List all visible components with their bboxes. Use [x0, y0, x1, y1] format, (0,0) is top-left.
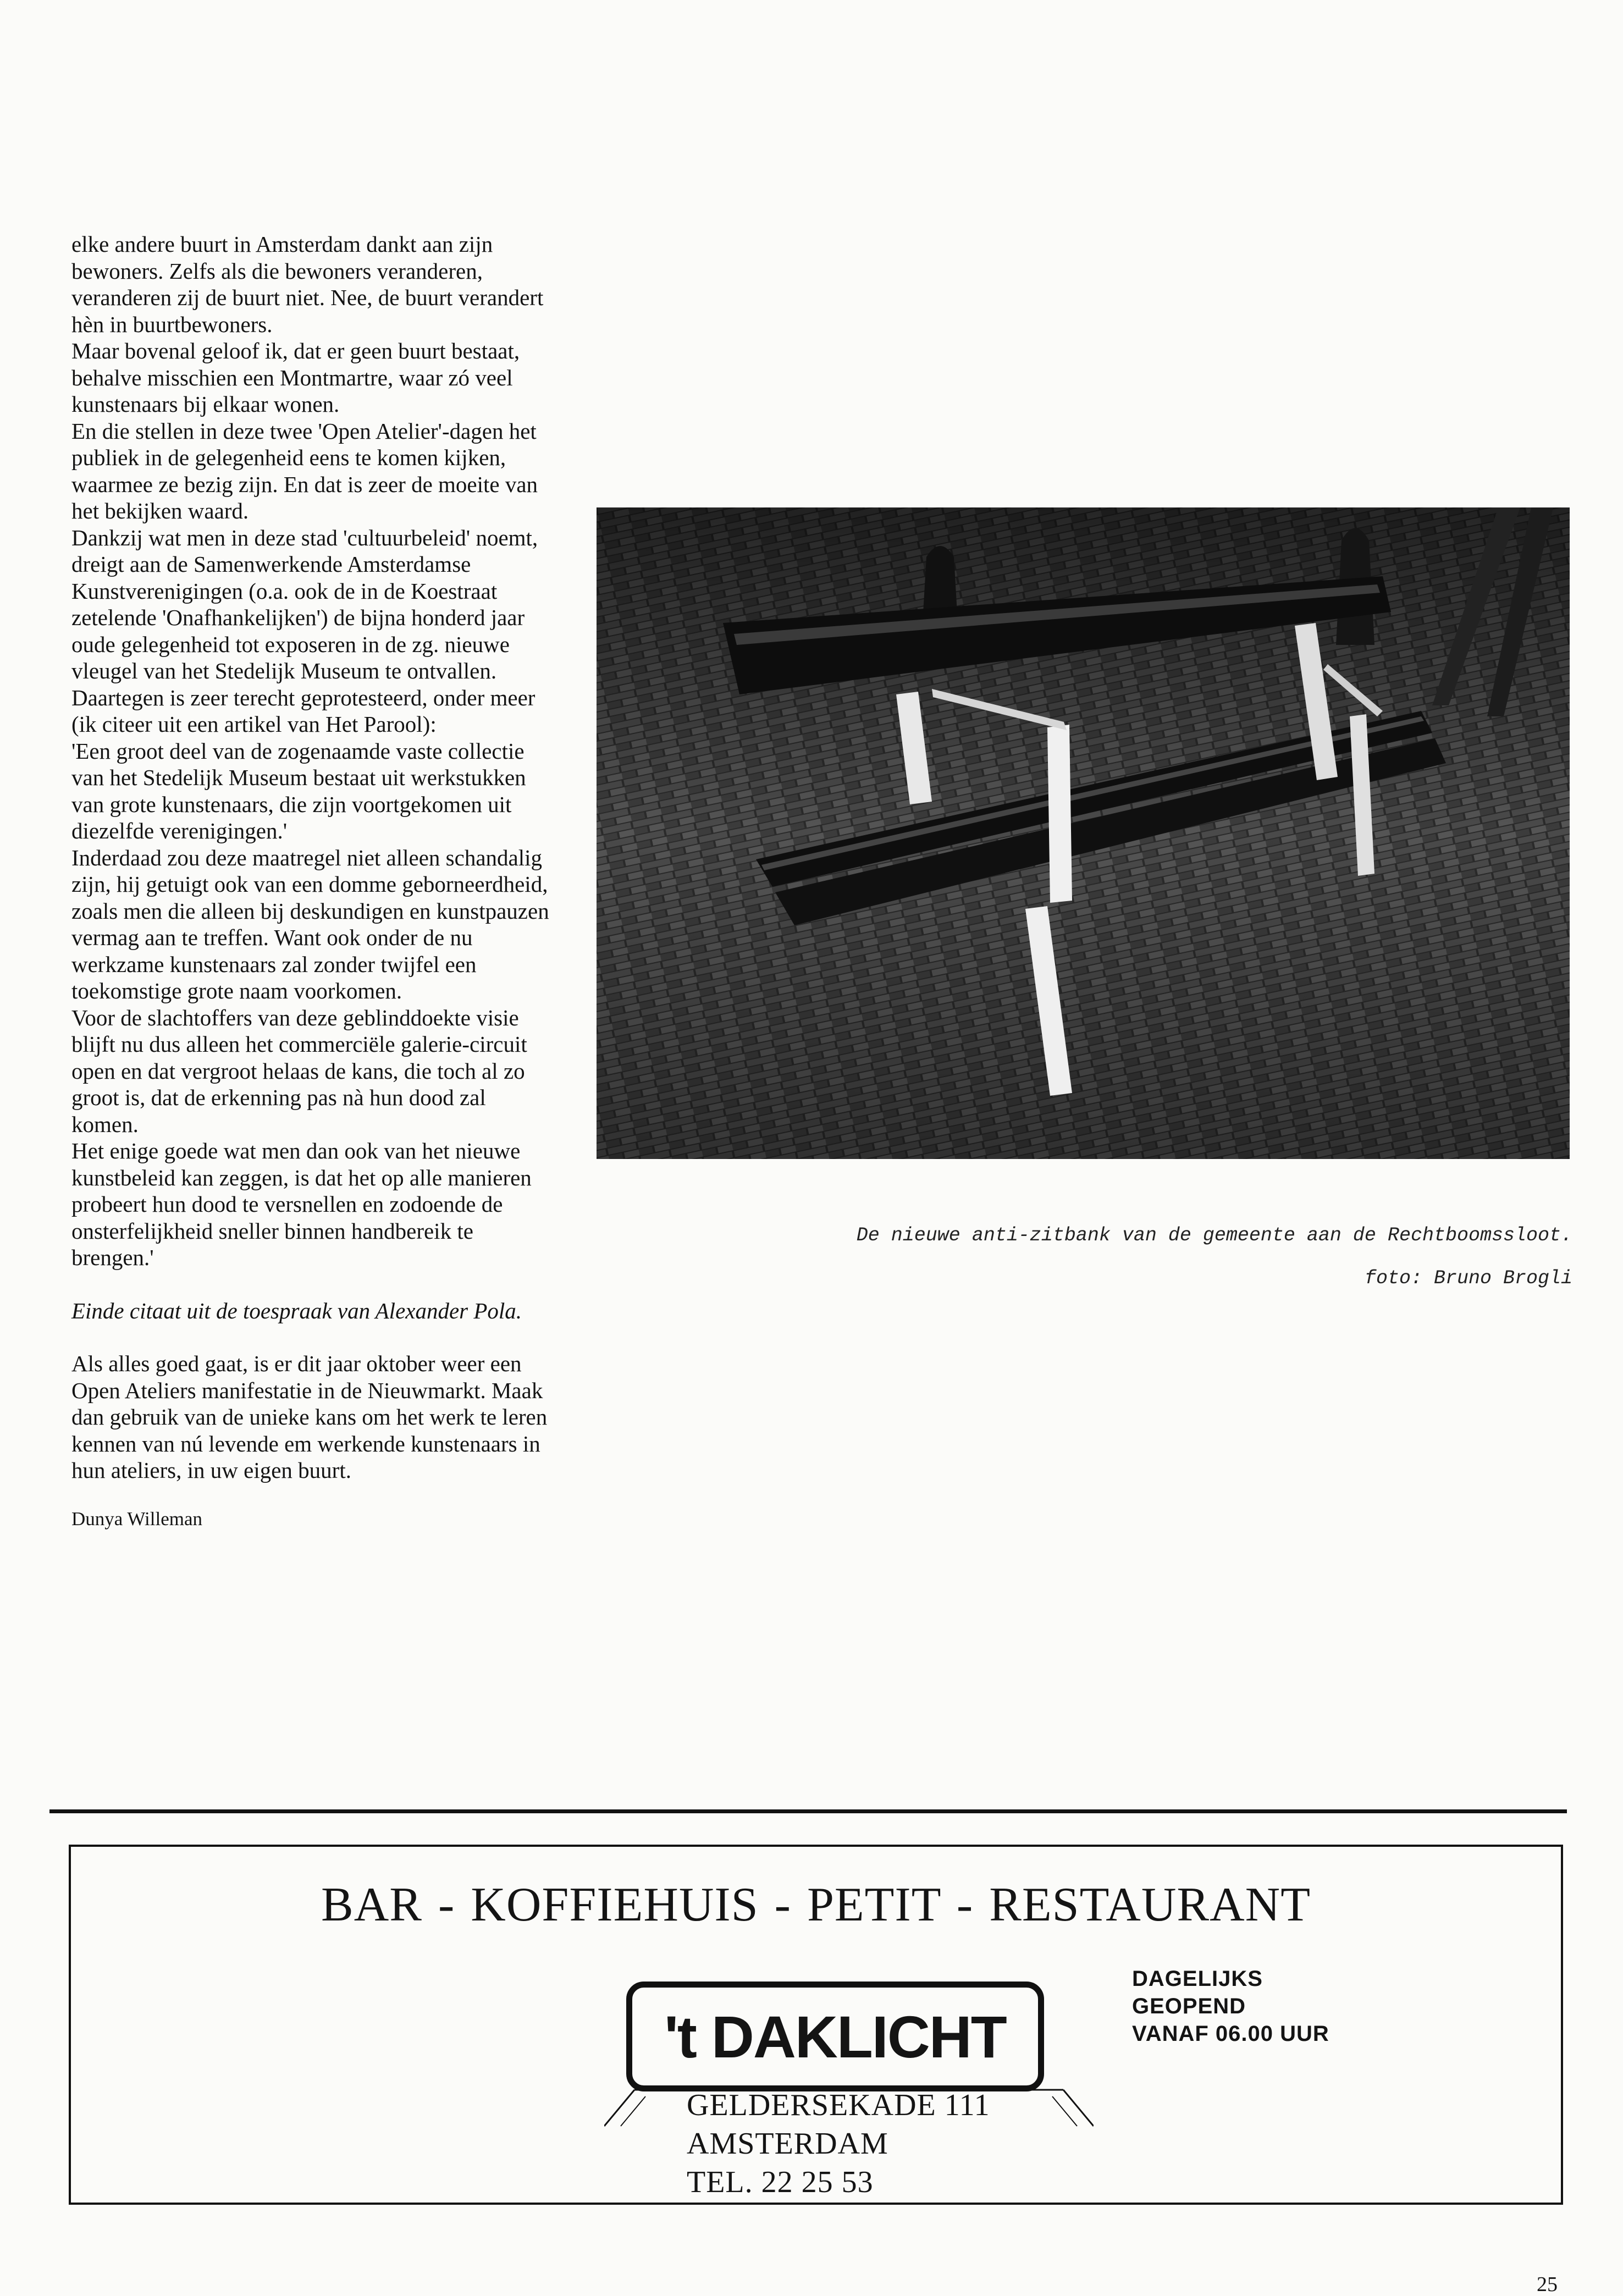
article-paragraph: Maar bovenal geloof ik, dat er geen buurt bestaat, behalve misschien een Montmartre, waar zó veel kunstenaars bij elkaar wonen.: [71, 338, 520, 417]
article-paragraph: 'Een groot deel van de zogenaamde vaste collectie van het Stedelijk Museum bestaat uit werkstukken van grote kunstenaars, die zijn voortgekomen uit diezelfde verenigingen.': [71, 738, 526, 843]
ad-address: [687, 2086, 990, 2201]
ad-hours-line: VANAF 06.00 UUR: [1132, 2022, 1329, 2046]
ad-address-phone: TEL. 22 25 53: [687, 2165, 874, 2199]
article-paragraph: Dankzij wat men in deze stad 'cultuurbeleid' noemt, dreigt aan de Samenwerkende Amsterdamse Kunstverenigingen (o.a. ook de in de Koestraat zetelende 'Onafhankelijken') de bijna honderd jaar oude gelegenheid tot exposeren in de zg. nieuwe vleugel van het Stedelijk Museum te ontvallen. Daartegen is zeer terecht geprotesteerd, onder meer (ik citeer uit een artikel van Het Parool):: [71, 525, 538, 737]
article-paragraph: En die stellen in deze twee 'Open Atelier'-dagen het publiek in de gelegenheid eens te komen kijken, waarmee ze bezig zijn. En dat is zeer de moeite van het bekijken waard.: [71, 418, 538, 523]
section-divider: [49, 1809, 1567, 1813]
article-paragraph: Voor de slachtoffers van deze geblinddoekte visie blijft nu dus alleen het commerciële galerie-circuit open en dat vergroot helaas de kans, die toch al zo groot is, dat de erkenning pas nà hun dood zal komen.: [71, 1004, 527, 1137]
page-number: 25: [1537, 2273, 1558, 2296]
bench-photo: [597, 507, 1570, 1159]
article-paragraph: Inderdaad zou deze maatregel niet alleen schandalig zijn, hij getuigt ook van een domme geborneerdheid, zoals men die alleen bij deskundigen en kunstpauzen vermag aan te treffen. Want ook onder de nu werkzame kunstenaars zal zonder twijfel een toekomstige grote naam voorkomen.: [71, 845, 549, 1003]
ad-address-city: AMSTERDAM: [687, 2127, 888, 2161]
photo-credit: foto: Bruno Brogli: [1364, 1267, 1572, 1289]
daklicht-logo: 't DAKLICHT: [626, 1982, 1044, 2091]
article-column: [71, 231, 550, 1532]
advertisement: [69, 1845, 1563, 2205]
ad-opening-hours: [1132, 1965, 1329, 2047]
closing-paragraph: Als alles goed gaat, is er dit jaar oktober weer een Open Ateliers manifestatie in de Nieuwmarkt. Maak dan gebruik van de unieke kans om het werk te leren kennen van nú levende em werkende kunstenaars in hun ateliers, in uw eigen buurt.: [71, 1351, 548, 1483]
ad-hours-line: GEOPEND: [1132, 1994, 1246, 2018]
photo-caption: De nieuwe anti-zitbank van de gemeente aan de Rechtboomssloot.: [856, 1224, 1572, 1246]
ad-title: BAR - KOFFIEHUIS - PETIT - RESTAURANT: [321, 1878, 1311, 1931]
quote-source: Einde citaat uit de toespraak van Alexander Pola.: [71, 1298, 522, 1323]
spacer: [71, 1271, 550, 1298]
spacer: [71, 1324, 550, 1350]
article-paragraph: Het enige goede wat men dan ook van het nieuwe kunstbeleid kan zeggen, is dat het op alle manieren probeert hun dood te versnellen en zodoende de onsterfelijkheid sneller binnen handbereik te brengen.': [71, 1138, 532, 1270]
article-paragraph: elke andere buurt in Amsterdam dankt aan zijn bewoners. Zelfs als die bewoners veranderen, veranderen zij de buurt niet. Nee, de buurt verandert hèn in buurtbewoners.: [71, 231, 544, 337]
ad-address-street: GELDERSEKADE 111: [687, 2088, 990, 2122]
author-signature: Dunya Willeman: [71, 1508, 203, 1530]
photo-caption-block: [715, 1214, 1572, 1300]
ad-hours-line: DAGELIJKS: [1132, 1967, 1263, 1991]
